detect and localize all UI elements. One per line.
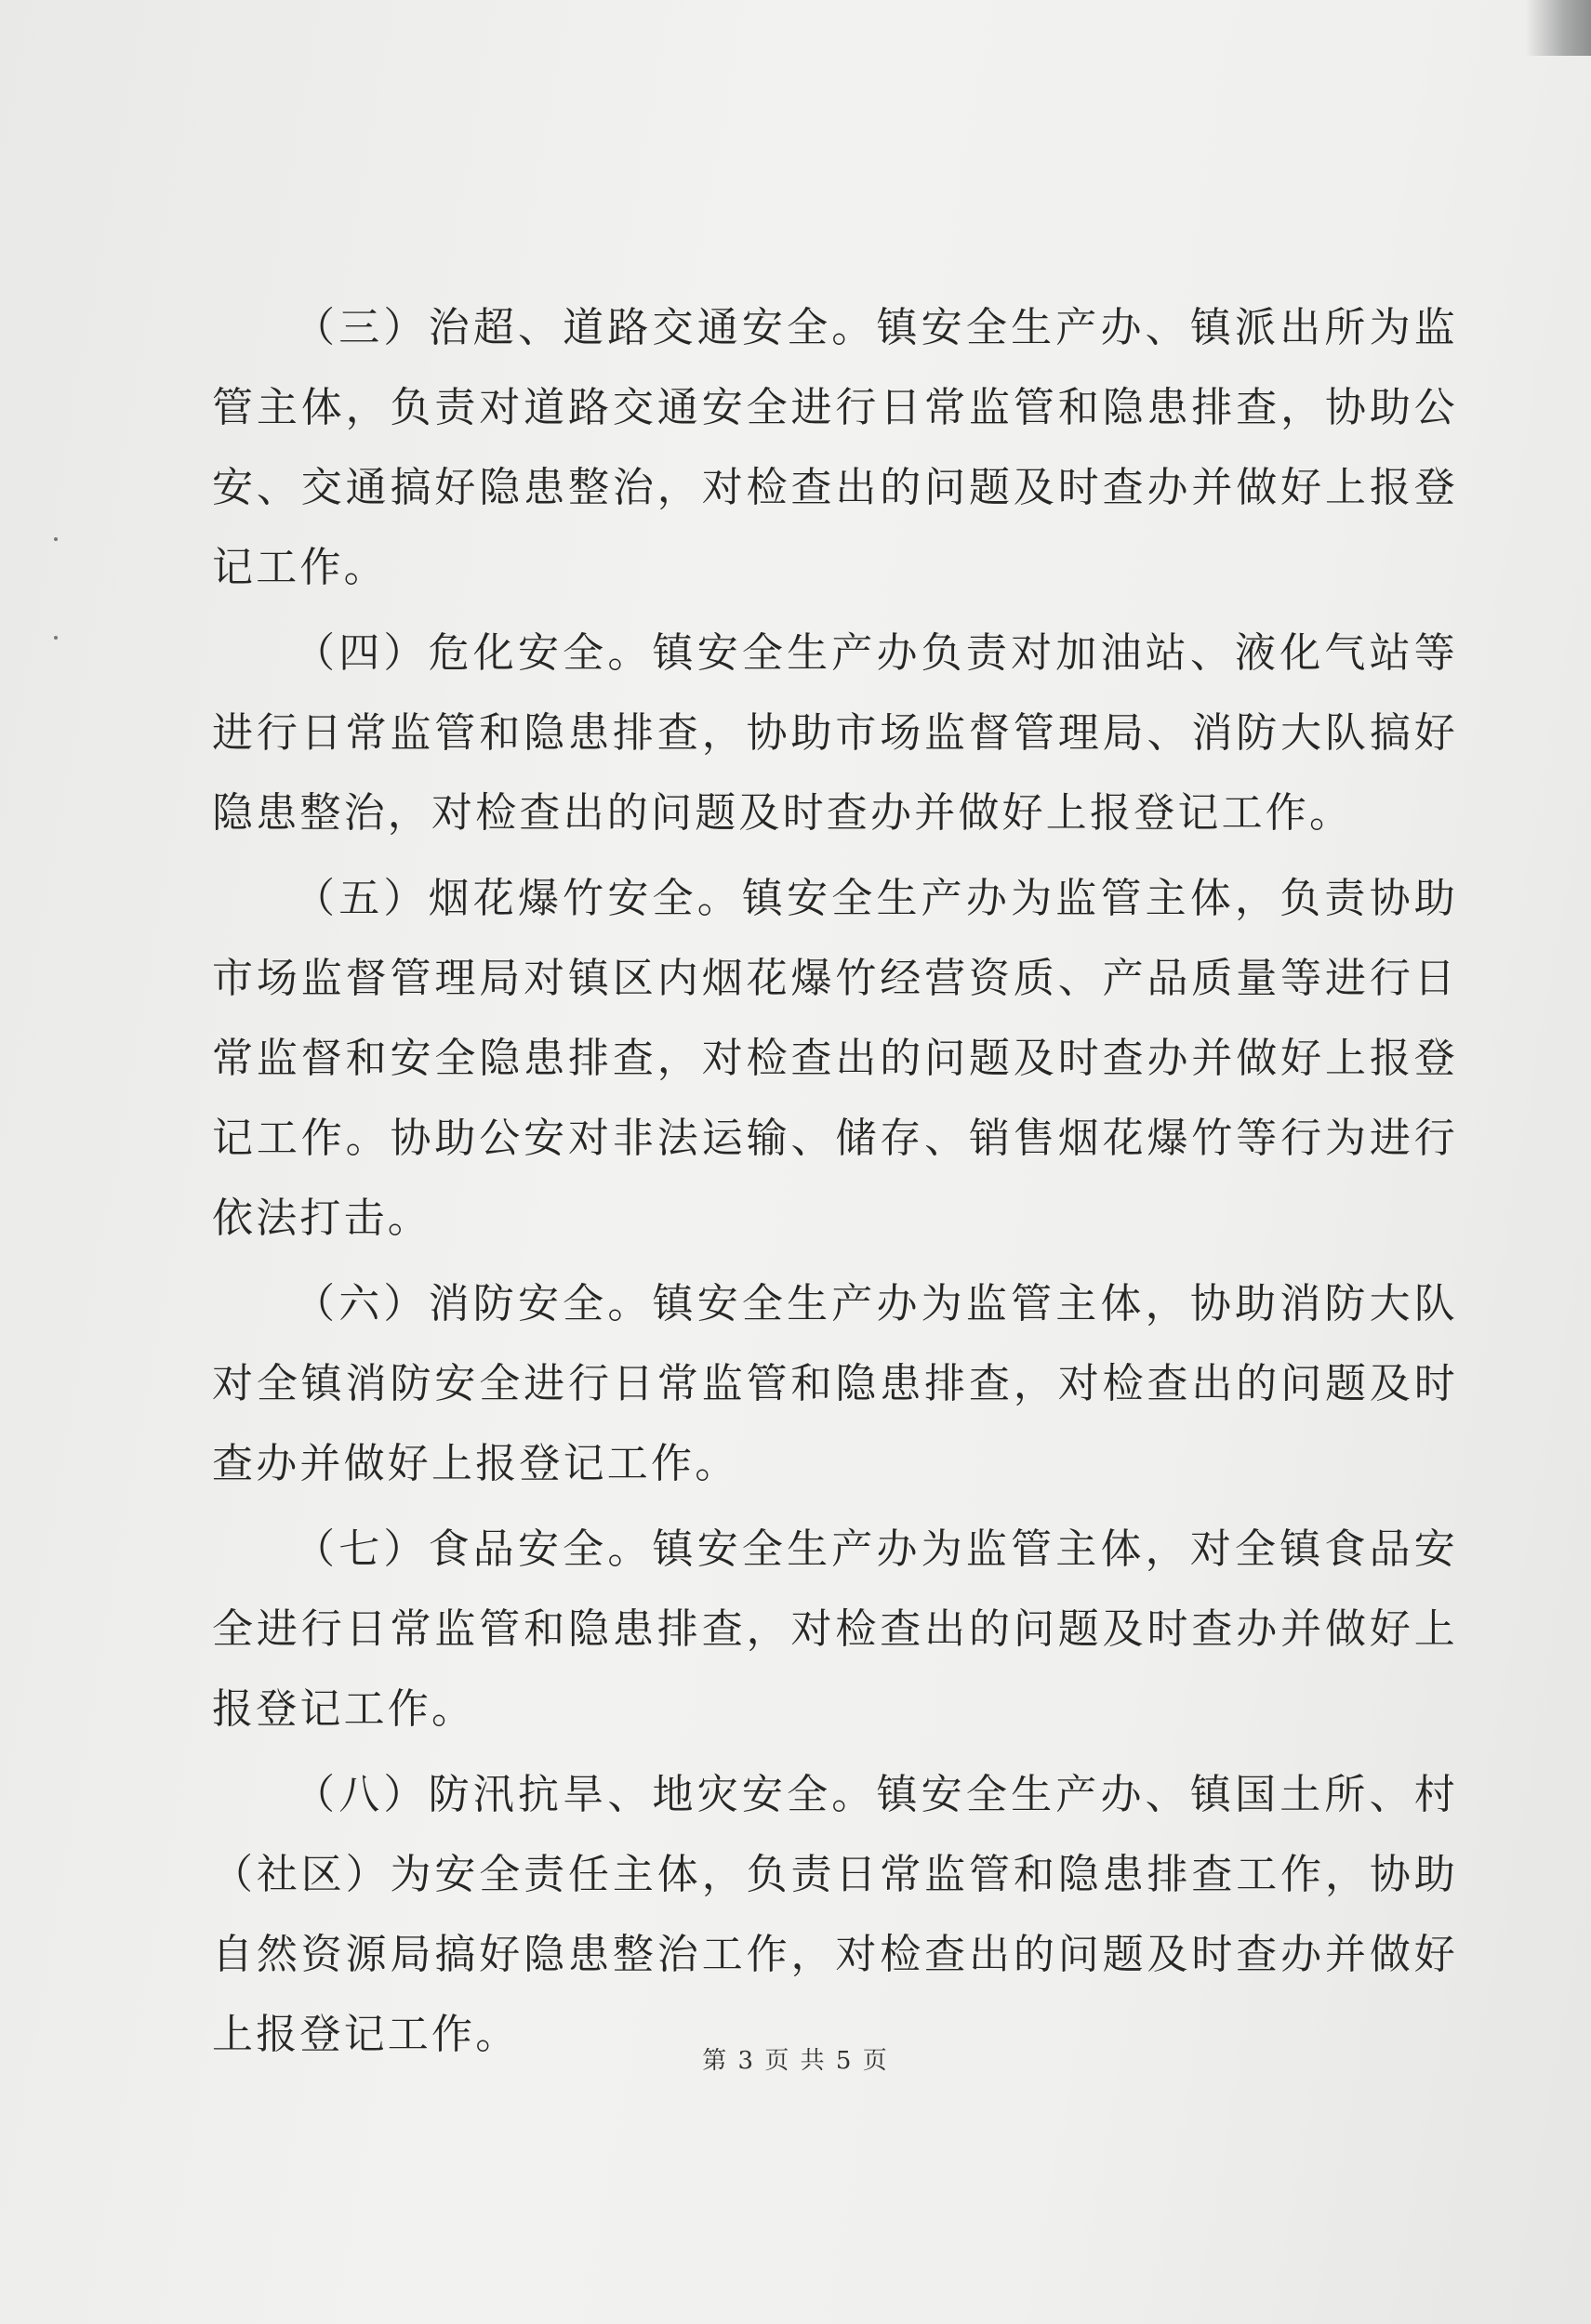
page-number-footer: 第 3 页 共 5 页 bbox=[702, 2047, 889, 2075]
paragraph-traffic-safety: （三）治超、道路交通安全。镇安全生产办、镇派出所为监管主体，负责对道路交通安全进行日常监管和隐患排查，协助公安、交通搞好隐患整治，对检查出的问题及时查办并做好上报登记工作。 bbox=[212, 304, 1458, 591]
paragraph-hazardous-chemicals: （四）危化安全。镇安全生产办负责对加油站、液化气站等进行日常监管和隐患排查，协助市场监督管理局、消防大队搞好隐患整治，对检查出的问题及时查办并做好上报登记工作。 bbox=[212, 629, 1458, 837]
paragraph-flood-drought-geohazard: （八）防汛抗旱、地灾安全。镇安全生产办、镇国土所、村（社区）为安全责任主体，负责日常监管和隐患排查工作，协助自然资源局搞好隐患整治工作，对检查出的问题及时查办并做好上报登记工作。 bbox=[212, 1771, 1458, 2058]
margin-speck bbox=[54, 537, 58, 541]
paragraph-fire-safety: （六）消防安全。镇安全生产办为监管主体，协助消防大队对全镇消防安全进行日常监管和隐患排查，对检查出的问题及时查办并做好上报登记工作。 bbox=[212, 1280, 1458, 1487]
margin-speck bbox=[54, 636, 58, 640]
paragraph-fireworks-safety: （五）烟花爆竹安全。镇安全生产办为监管主体，负责协助市场监督管理局对镇区内烟花爆竹经营资质、产品质量等进行日常监督和安全隐患排查，对检查出的问题及时查办并做好上报登记工作。协助公安对非法运输、储存、销售烟花爆竹等行为进行依法打击。 bbox=[212, 875, 1458, 1242]
page-edge-shadow bbox=[1526, 0, 1591, 56]
paragraph-food-safety: （七）食品安全。镇安全生产办为监管主体，对全镇食品安全进行日常监管和隐患排查，对检查出的问题及时查办并做好上报登记工作。 bbox=[212, 1525, 1458, 1733]
document-body bbox=[212, 288, 1458, 2075]
